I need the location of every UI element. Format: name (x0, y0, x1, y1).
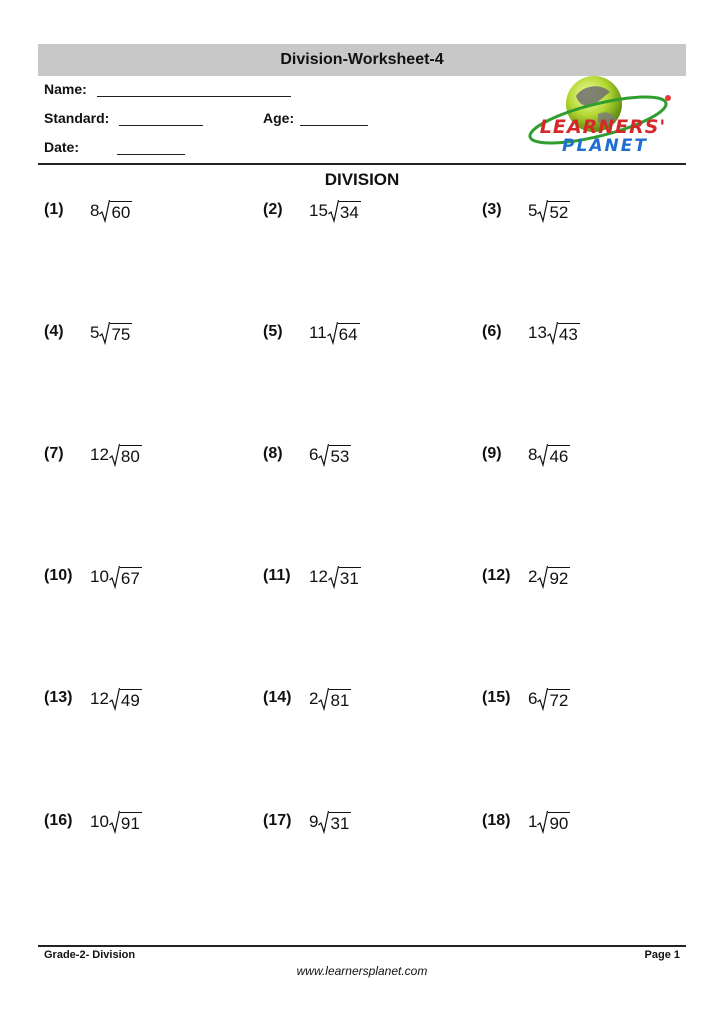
name-label: Name: (44, 81, 87, 97)
dividend: 31 (330, 814, 350, 833)
divisor: 6 (309, 445, 319, 464)
dividend: 31 (339, 569, 359, 588)
dividend: 90 (549, 814, 569, 833)
division-bracket-icon (328, 199, 339, 223)
logo-text-planet: PLANET (562, 136, 648, 156)
dividend: 64 (338, 325, 358, 344)
long-division-expression (90, 199, 132, 223)
long-division-expression (309, 199, 361, 223)
division-bracket (109, 565, 142, 589)
long-division-expression (309, 810, 351, 834)
long-division-expression (528, 810, 570, 834)
division-bracket-icon (547, 321, 558, 345)
divisor: 5 (528, 201, 538, 220)
dividend: 49 (120, 691, 140, 710)
divisor: 2 (309, 689, 319, 708)
problem-number: (12) (482, 567, 511, 584)
problem-number: (1) (44, 201, 64, 218)
date-field (44, 139, 185, 155)
long-division-expression (528, 321, 580, 345)
dividend: 60 (111, 203, 131, 222)
header-divider (38, 163, 686, 165)
division-bracket (109, 443, 142, 467)
learners-planet-logo (518, 74, 682, 162)
standard-field (44, 110, 203, 126)
divisor: 6 (528, 689, 538, 708)
divisor: 2 (528, 567, 538, 586)
division-bracket (537, 810, 570, 834)
division-bracket (537, 565, 570, 589)
division-bracket-icon (99, 321, 110, 345)
division-bracket (318, 443, 351, 467)
worksheet-title: Division-Worksheet-4 (38, 44, 686, 76)
division-bracket-icon (328, 565, 339, 589)
division-bracket-icon (99, 199, 110, 223)
date-line (117, 140, 185, 155)
divisor: 1 (528, 812, 538, 831)
problem-number: (4) (44, 323, 64, 340)
division-bracket-icon (327, 321, 338, 345)
division-bracket (547, 321, 580, 345)
divisor: 8 (528, 445, 538, 464)
problem-number: (15) (482, 689, 511, 706)
problem-number: (10) (44, 567, 73, 584)
logo-text-learners: LEARNERS' (539, 116, 667, 138)
division-bracket-icon (109, 565, 120, 589)
dividend: 43 (558, 325, 578, 344)
divisor: 12 (309, 567, 328, 586)
divisor: 15 (309, 201, 328, 220)
age-line (300, 111, 368, 126)
division-bracket-icon (109, 687, 120, 711)
division-bracket-icon (537, 687, 548, 711)
problem-number: (5) (263, 323, 283, 340)
division-bracket (99, 199, 132, 223)
long-division-expression (309, 321, 360, 345)
division-bracket-icon (537, 565, 548, 589)
problem-number: (18) (482, 812, 511, 829)
name-field (44, 81, 291, 97)
division-bracket-icon (537, 443, 548, 467)
long-division-expression (528, 687, 570, 711)
division-bracket (537, 443, 570, 467)
divisor: 10 (90, 812, 109, 831)
problem-number: (16) (44, 812, 73, 829)
divisor: 12 (90, 689, 109, 708)
long-division-expression (309, 565, 361, 589)
divisor: 5 (90, 323, 100, 342)
long-division-expression (90, 810, 142, 834)
standard-label: Standard: (44, 110, 110, 126)
division-bracket (99, 321, 132, 345)
divisor: 9 (309, 812, 319, 831)
dividend: 92 (549, 569, 569, 588)
division-bracket-icon (318, 443, 329, 467)
division-bracket (537, 687, 570, 711)
division-bracket-icon (318, 810, 329, 834)
footer-divider (38, 945, 686, 947)
division-bracket (537, 199, 570, 223)
division-bracket-icon (537, 199, 548, 223)
age-label: Age: (263, 110, 295, 126)
age-field (263, 110, 368, 126)
dividend: 75 (111, 325, 131, 344)
footer-url: www.learnersplanet.com (296, 964, 428, 978)
problem-number: (9) (482, 445, 502, 462)
name-line (97, 82, 291, 97)
dividend: 67 (120, 569, 140, 588)
long-division-expression (90, 687, 142, 711)
problem-number: (8) (263, 445, 283, 462)
division-bracket (318, 810, 351, 834)
dividend: 52 (549, 203, 569, 222)
dividend: 81 (330, 691, 350, 710)
dividend: 46 (549, 447, 569, 466)
dividend: 72 (549, 691, 569, 710)
long-division-expression (90, 443, 142, 467)
dividend: 80 (120, 447, 140, 466)
division-bracket (328, 565, 361, 589)
problem-number: (6) (482, 323, 502, 340)
divisor: 11 (309, 323, 327, 342)
standard-line (119, 111, 203, 126)
division-bracket (328, 199, 361, 223)
date-label: Date: (44, 139, 80, 155)
division-bracket (109, 687, 142, 711)
division-bracket-icon (318, 687, 329, 711)
division-bracket-icon (109, 810, 120, 834)
footer-grade: Grade-2- Division (44, 949, 136, 961)
division-bracket-icon (537, 810, 548, 834)
long-division-expression (528, 199, 570, 223)
dividend: 53 (330, 447, 350, 466)
dividend: 34 (339, 203, 359, 222)
problem-number: (7) (44, 445, 64, 462)
divisor: 10 (90, 567, 109, 586)
divisor: 12 (90, 445, 109, 464)
division-bracket-icon (109, 443, 120, 467)
problem-number: (3) (482, 201, 502, 218)
divisor: 13 (528, 323, 547, 342)
problem-number: (11) (263, 567, 291, 584)
division-bracket (318, 687, 351, 711)
long-division-expression (528, 443, 570, 467)
dividend: 91 (120, 814, 140, 833)
long-division-expression (309, 687, 351, 711)
problem-number: (2) (263, 201, 283, 218)
division-bracket (327, 321, 360, 345)
section-heading: DIVISION (324, 170, 400, 189)
long-division-expression (528, 565, 570, 589)
problem-number: (14) (263, 689, 292, 706)
problem-number: (13) (44, 689, 73, 706)
divisor: 8 (90, 201, 100, 220)
long-division-expression (90, 321, 132, 345)
footer-page-number: Page 1 (644, 949, 680, 961)
long-division-expression (309, 443, 351, 467)
division-bracket (109, 810, 142, 834)
problem-number: (17) (263, 812, 292, 829)
long-division-expression (90, 565, 142, 589)
